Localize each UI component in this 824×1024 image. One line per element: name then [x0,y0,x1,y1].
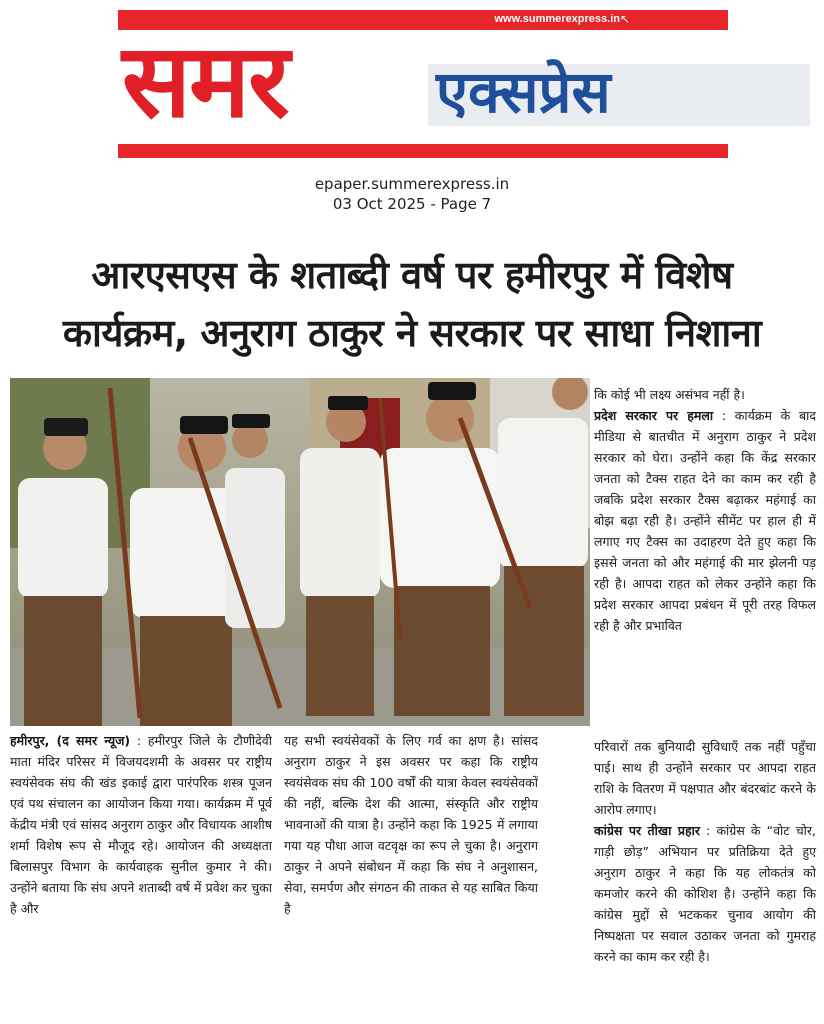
edition-site[interactable]: epaper.summerexpress.in [314,175,510,193]
article-column-1 [10,730,272,919]
cursor-arrow-icon: ↖ [619,12,630,26]
masthead-title-blue: एक्सप्रेस [436,58,611,126]
article-sub2-text: : कांग्रेस के “वोट चोर, गाड़ी छोड़” अभियान पर प्रतिक्रिया देते हुए अनुराग ठाकुर ने कहा कि यह लोकतंत्र को कमजोर करने की कोशिश है। उन्होंने कहा कि कांग्रेस मुद्दों से भटककर चुनाव आयोग की निष्पक्षता पर सवाल उठाकर जनता को गुमराह करने का काम कर रही है। [594,823,816,964]
article-sub1-text: : कार्यक्रम के बाद मीडिया से बातचीत में अनुराग ठाकुर ने प्रदेश सरकार को घेरा। उन्होंने कहा कि केंद्र सरकार जनता को टैक्स राहत देने का काम कर रही है जबकि प्रदेश सरकार टैक्स बढ़ाकर महंगाई का बोझ बढ़ा रही है। उन्होंने सीमेंट पर हाल ही में लगाए गए टैक्स का उदाहरण देते हुए कहा कि इससे जनता को और महंगाई की मार झेलनी पड़ रही है। आपदा राहत को लेकर उन्होंने कहा कि प्रदेश सरकार आपदा प्रबंधन में पूरी तरह विफल रही है और प्रभावित [594,408,816,633]
edition-info [0,174,824,214]
masthead-url[interactable]: www.summerexpress.in [494,13,620,25]
article-column-3 [594,384,816,636]
article-column-3-continued [594,736,816,967]
subheading-congress: कांग्रेस पर तीखा प्रहार [594,823,700,838]
article-dateline: हमीरपुर, (द समर न्यूज) [10,733,131,748]
masthead [118,10,728,158]
article-col1-text: : हमीरपुर जिले के टौणीदेवी माता मंदिर परिसर में विजयदशमी के अवसर पर राष्ट्रीय स्वयंसेवक संघ की खंड इकाई द्वारा पारंपरिक शस्त्र पूजन एवं पथ संचालन का आयोजन किया गया। कार्यक्रम में पूर्व केंद्रीय मंत्री एवं सांसद अनुराग ठाकुर और विधायक आशीष शर्मा विशेष रूप से मौजूद रहे। आयोजन की अध्यक्षता बिलासपुर विभाग के कार्यवाहक सुनील कुमार ने की। उन्होंने बताया कि संघ अपने शताब्दी वर्ष में प्रवेश कर चुका है और [10,733,272,916]
edition-date-page: 03 Oct 2025 - Page 7 [332,195,492,213]
photo-image [10,378,590,726]
masthead-bottom-bar [118,144,728,158]
headline-line-2: कार्यक्रम, अनुराग ठाकुर ने सरकार पर साधा निशाना [62,311,762,355]
news-photo [10,378,590,726]
article-col2-text: यह सभी स्वयंसेवकों के लिए गर्व का क्षण है। सांसद अनुराग ठाकुर ने इस अवसर पर कहा कि राष्ट्रीय स्वयंसेवक संघ की 100 वर्षों की यात्रा केवल स्वयंसेवकों की नहीं, बल्कि देश की आत्मा, संस्कृति और राष्ट्रीय भावनाओं की यात्रा है। उन्होंने कहा कि 1925 में लगाया गया यह पौधा आज वटवृक्ष का रूप ले चुका है। अनुराग ठाकुर ने अपने संबोधन में कहा कि संघ ने अनुशासन, सेवा, समर्पण और संगठन की ताकत से यह साबित किया है [284,733,538,916]
article-col3-bottom-text: परिवारों तक बुनियादी सुविधाएँ तक नहीं पहुँचा पाई। साथ ही उन्होंने सरकार पर आपदा राहत राशि के वितरण में पक्षपात और बंदरबांट करने के आरोप लगाए। [594,739,816,817]
headline [8,246,816,362]
subheading-state-govt: प्रदेश सरकार पर हमला [594,408,714,423]
article-column-2 [284,730,538,919]
article-col3-lead: कि कोई भी लक्ष्य असंभव नहीं है। [594,387,745,402]
headline-line-1: आरएसएस के शताब्दी वर्ष पर हमीरपुर में विशेष [91,253,733,297]
masthead-title-red: समर [122,22,288,141]
